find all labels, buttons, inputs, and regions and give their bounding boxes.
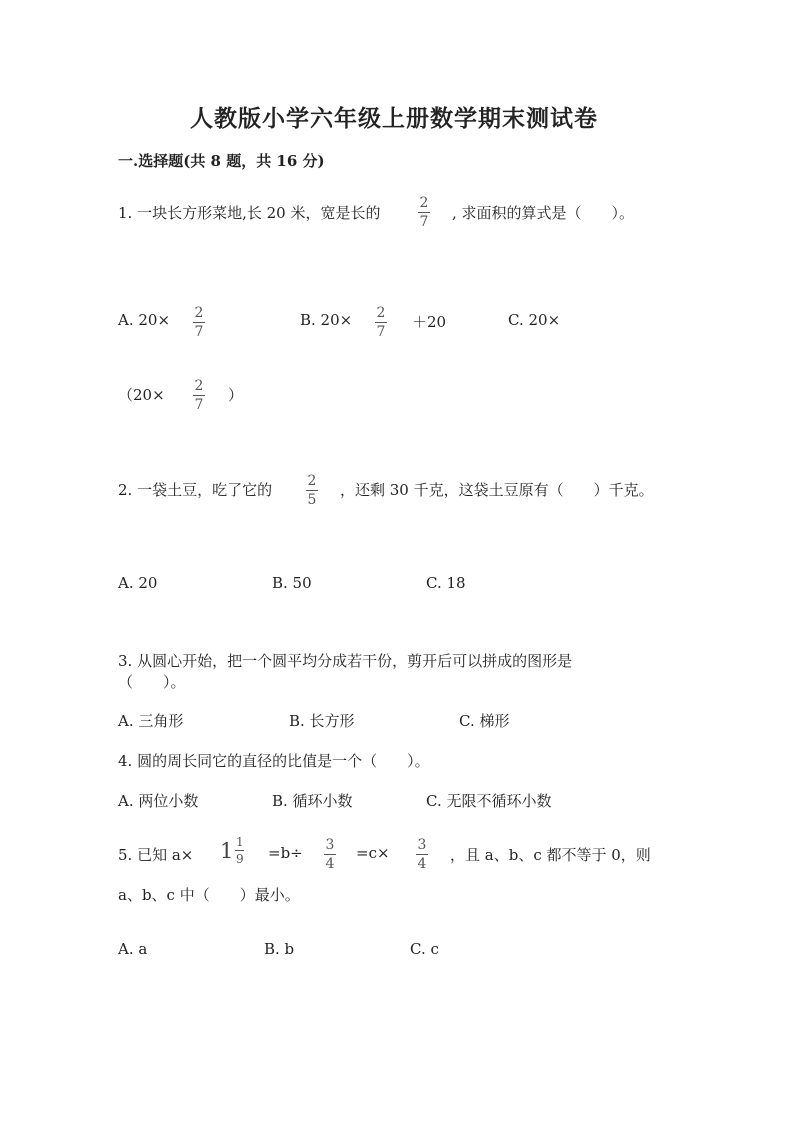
fraction-bar [306, 490, 318, 491]
q1-option-b-denominator: 7 [376, 324, 386, 340]
q3-text-line2: （ ）。 [118, 673, 186, 691]
q1-option-a: A. 20× [118, 311, 171, 329]
q5-mixed-denominator: 9 [236, 852, 244, 866]
q1-fraction [418, 196, 430, 229]
q5-text-mid2: =c× [356, 844, 390, 862]
fraction-bar [375, 322, 387, 323]
q3-option-c: C. 梯形 [459, 712, 510, 730]
fraction-bar [235, 850, 244, 851]
q1-option-a-fraction [193, 306, 205, 339]
q5-mixed-number [220, 836, 244, 865]
q3-option-a: A. 三角形 [118, 712, 184, 730]
q2-option-a: A. 20 [118, 574, 158, 592]
q5-mixed-whole: 1 [220, 838, 234, 863]
q2-text-before: 2. 一袋土豆，吃了它的 [118, 481, 273, 499]
fraction-bar [193, 322, 205, 323]
q5-text-after: ，且 a、b、c 都不等于 0，则 [450, 846, 651, 864]
q5-mixed-numerator: 1 [236, 835, 244, 849]
q1-option-d-numerator: 2 [194, 378, 204, 394]
q4-option-a: A. 两位小数 [118, 792, 199, 810]
q5-option-a: A. a [118, 940, 148, 958]
section-heading: 一.选择题(共 8 题，共 16 分) [118, 152, 325, 170]
fraction-bar [416, 854, 428, 855]
q2-text-after: ，还剩 30 千克，这袋土豆原有（ ）千克。 [340, 481, 654, 499]
q1-option-c: C. 20× [508, 311, 561, 329]
q1-text-after: , 求面积的算式是（ ）。 [452, 204, 635, 222]
q2-fraction-denominator: 5 [307, 492, 317, 508]
q1-option-d-fraction [193, 379, 205, 412]
q4-option-c: C. 无限不循环小数 [426, 792, 552, 810]
q5-fraction-2-numerator: 3 [417, 837, 427, 853]
q5-text-line2: a、b、c 中（ ）最小。 [118, 886, 300, 904]
q1-option-b-fraction [375, 306, 387, 339]
q1-option-a-numerator: 2 [194, 305, 204, 321]
q5-option-c: C. c [410, 940, 439, 958]
q3-text-line1: 3. 从圆心开始，把一个圆平均分成若干份，剪开后可以拼成的图形是 [118, 652, 573, 670]
q1-fraction-denominator: 7 [419, 214, 429, 230]
q1-option-b-after: ＋20 [412, 313, 447, 331]
q2-option-b: B. 50 [272, 574, 312, 592]
fraction-bar [193, 395, 205, 396]
q5-fraction-1-numerator: 3 [325, 837, 335, 853]
q3-option-b: B. 长方形 [289, 712, 355, 730]
q1-option-d-close: ） [228, 386, 244, 404]
q5-mixed-fraction [235, 836, 244, 865]
q4-option-b: B. 循环小数 [272, 792, 353, 810]
fraction-bar [324, 854, 336, 855]
q2-fraction-numerator: 2 [307, 473, 317, 489]
q5-option-b: B. b [264, 940, 295, 958]
page-title: 人教版小学六年级上册数学期末测试卷 [190, 105, 598, 132]
fraction-bar [418, 212, 430, 213]
q1-option-d-open: （20× [118, 386, 165, 404]
q2-option-c: C. 18 [426, 574, 466, 592]
q4-text: 4. 圆的周长同它的直径的比值是一个（ ）。 [118, 752, 430, 770]
q5-fraction-2-denominator: 4 [417, 856, 427, 872]
q5-text-mid1: =b÷ [268, 844, 303, 862]
q1-option-d-denominator: 7 [194, 397, 204, 413]
q1-option-a-denominator: 7 [194, 324, 204, 340]
q5-text-before: 5. 已知 a× [118, 846, 194, 864]
q2-fraction [306, 474, 318, 507]
q5-fraction-1-denominator: 4 [325, 856, 335, 872]
q1-text-before: 1. 一块长方形菜地,长 20 米，宽是长的 [118, 204, 381, 222]
q5-fraction-2 [416, 838, 428, 871]
q5-fraction-1 [324, 838, 336, 871]
q1-fraction-numerator: 2 [419, 195, 429, 211]
q1-option-b: B. 20× [300, 311, 353, 329]
q1-option-b-numerator: 2 [376, 305, 386, 321]
